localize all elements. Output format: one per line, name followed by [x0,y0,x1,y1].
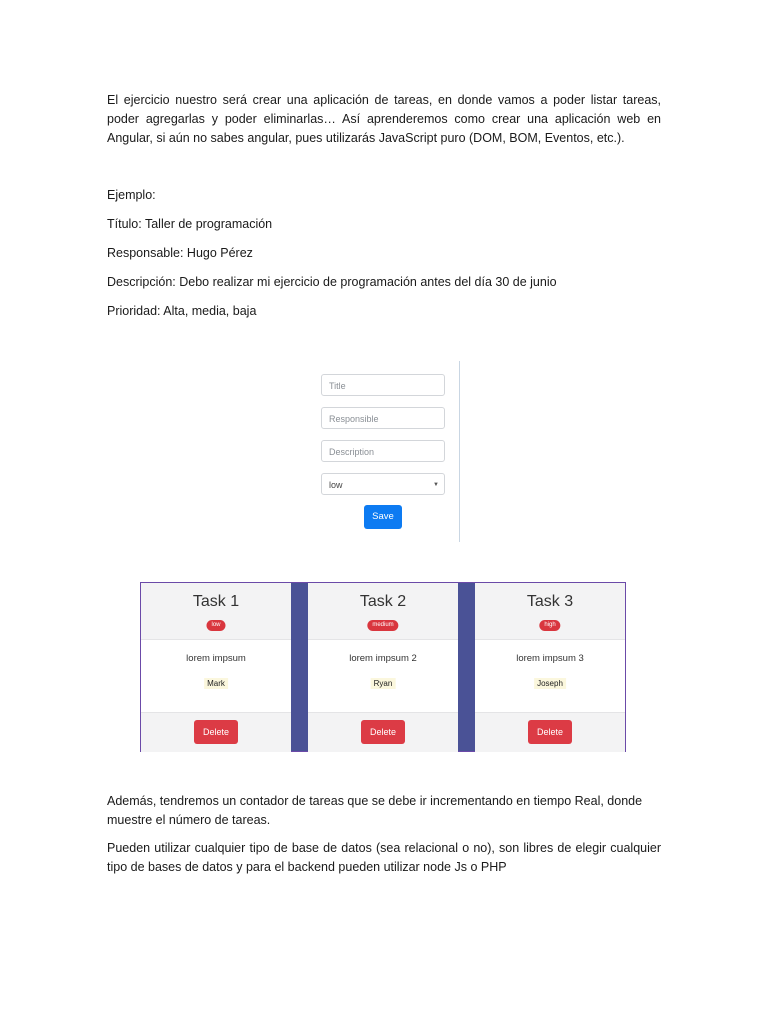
task-form-screenshot [309,361,460,542]
task-description: lorem impsum 3 [516,653,584,664]
delete-button[interactable]: Delete [361,720,405,744]
task-responsible: Ryan [371,678,396,689]
delete-button[interactable]: Delete [194,720,238,744]
task-card-body [308,640,458,712]
task-title: Task 1 [192,593,240,610]
save-button[interactable]: Save [364,505,402,529]
task-card-header [475,583,625,640]
intro-paragraph: El ejercicio nuestro será crear una aplicación de tareas, en donde vamos a poder listar tareas, poder agregarlas y poder eliminarlas… Así aprenderemos como crear una aplicación web en Angular, si aún no sabes angular, pues utilizarás JavaScript puro (DOM, BOM, Eventos, etc.). [107,93,661,145]
task-title: Task 2 [359,593,407,610]
priority-select-value: low [329,480,343,490]
counter-paragraph: Además, tendremos un contador de tareas que se debe ir incrementando en tiempo Real, donde muestre el número de tareas. [107,794,643,827]
chevron-down-icon: ▼ [433,482,439,488]
task-card-body [475,640,625,712]
example-heading: Ejemplo: [107,188,156,202]
task-card [141,583,291,751]
task-responsible: Joseph [534,678,566,689]
task-card-header [141,583,291,640]
priority-select[interactable] [321,473,445,495]
task-description: lorem impsum 2 [349,653,417,664]
task-title: Task 3 [526,593,574,610]
responsible-input[interactable]: Responsible [321,407,445,429]
example-title: Título: Taller de programación [107,217,273,231]
example-priority: Prioridad: Alta, media, baja [107,304,257,318]
task-card-footer [475,712,625,752]
task-card-footer [141,712,291,752]
description-input[interactable]: Description [321,440,445,462]
task-card-footer [308,712,458,752]
delete-button[interactable]: Delete [528,720,572,744]
example-responsible: Responsable: Hugo Pérez [107,246,253,260]
task-description: lorem impsum [186,653,246,664]
title-input[interactable]: Title [321,374,445,396]
priority-badge: medium [367,620,398,631]
task-card-header [308,583,458,640]
task-card [475,583,625,751]
task-cards-screenshot [140,582,626,752]
task-card-body [141,640,291,712]
priority-badge: low [206,620,225,631]
task-card [308,583,458,751]
task-responsible: Mark [204,678,228,689]
database-paragraph: Pueden utilizar cualquier tipo de base de datos (sea relacional o no), son libres de elegir cualquier tipo de bases de datos y para el backend pueden utilizar node Js o PHP [107,841,661,874]
priority-badge: high [539,620,560,631]
example-description: Descripción: Debo realizar mi ejercicio de programación antes del día 30 de junio [107,275,557,289]
